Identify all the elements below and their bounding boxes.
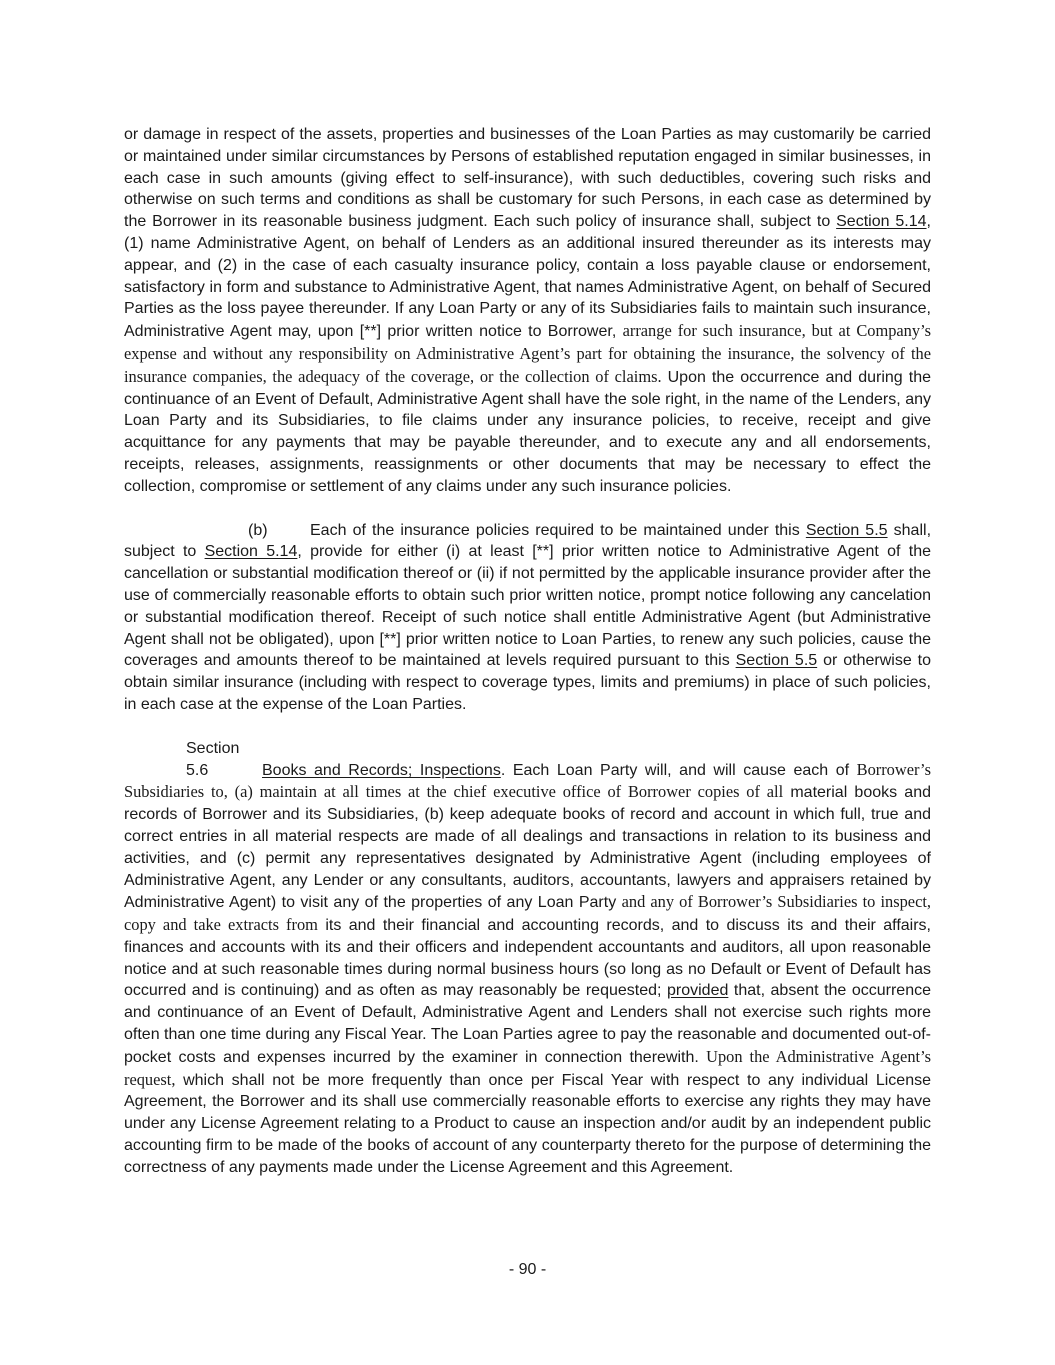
text-run: its and their financial and accounting records, and to discuss its and their affairs, finances and accounts with its and their officers and independent accountants and auditors, all upon reasonable notice and at such reasonable times during normal business hours (so long as no Default or Event of Default has occurred and is continuing) and as often as may reasonably be requested; <box>124 917 931 1000</box>
text-run: that, absent the occurrence and continuance of an Event of Default, Administrative Agent and Lenders shall not exercise such rights more often than one time during any Fiscal Year. The Loan Parties agree to pay the reasonable and documented out-of-pocket costs and expenses incurred by the examiner in connection therewith. <box>124 982 931 1066</box>
text-run: material books and records of Borrower and its Subsidiaries, (b) keep adequate books of record and account in which full, true and correct entries in all material respects are made of all dealings and transactions in relation to its business and activities, and (c) permit any representatives designated by Administrative Agent (including employees of Administrative Agent, any Lender or any consultants, auditors, accountants, lawyers and appraisers retained by Administrative Agent) to visit any of the properties of any Loan Party <box>124 784 931 912</box>
paragraph-insurance-continued <box>124 124 931 498</box>
text-run: or damage in respect of the assets, properties and businesses of the Loan Parties as may customarily be carried or maintained under similar circumstances by Persons of established reputation engaged in similar businesses, in each case in such amounts (giving effect to self-insurance), with such deductibles, covering such risks and otherwise on such terms and conditions as shall be customary for such Persons, in each case as determined by the Borrower in its reasonable business judgment. Each such policy of insurance shall, subject to <box>124 126 931 231</box>
text-run: , (1) name Administrative Agent, on behalf of Lenders as an additional insured thereunder as its interests may appear, and (2) in the case of each casualty insurance policy, contain a loss payable clause or endorsement, satisfactory in form and substance to Administrative Agent, that names Administrative Agent, on behalf of Secured Parties as the loss payee thereunder. If any Loan Party or any of its Subsidiaries fails to maintain such insurance, Administrative Agent may, upon [**] prior written notice to Borrower, <box>124 213 931 341</box>
text-run: . Each Loan Party will, and will cause each of <box>500 761 857 779</box>
section-heading: Books and Records; Inspections <box>262 761 501 779</box>
text-run: Each of the insurance policies required to be maintained under this <box>310 521 806 539</box>
document-page <box>124 124 931 1201</box>
text-run: , provide for either (i) at least [**] prior written notice to Administrative Agent of the cancellation or substantial modification thereof or (ii) if not permitted by the applicable insurance provider after the use of commercially reasonable efforts to obtain such prior written notice, prompt notice following any cancelation or substantial modification thereof. Receipt of such notice shall entitle Administrative Agent (but Administrative Agent shall not be obligated), upon [**] prior written notice to Loan Parties, to renew any such policies, cause the coverages and amounts thereof to be maintained at levels required pursuant to this <box>124 543 931 670</box>
cross-reference: Section 5.14 <box>204 543 298 561</box>
text-run: and any of Borrower’s Subsidiaries to inspect, copy and take extracts from <box>124 892 931 935</box>
section-5-6-paragraph <box>124 738 931 1179</box>
page-number: - 90 - <box>508 1261 547 1278</box>
text-run: Upon the Administrative Agent’s request, <box>124 1046 932 1089</box>
text-run: which shall not be more frequently than once per Fiscal Year with respect to any individual License Agreement, the Borrower and its shall use commercially reasonable efforts to exercise any rights they may have under any License Agreement relating to a Product to cause an inspection and/or audit by an independent public accounting firm to be made of the books of account of any counterparty thereto for the purpose of determining the correctness of any payments made under the License Agreement and this Agreement. <box>124 1071 931 1176</box>
section-number: Section 5.6 <box>186 739 240 779</box>
text-run: or otherwise to obtain similar insurance (including with respect to coverage types, limits and premiums) in place of such policies, in each case at the expense of the Loan Parties. <box>124 652 931 713</box>
paragraph-insurance-b <box>124 520 931 716</box>
text-run: Borrower’s Subsidiaries to, (a) maintain at all times at the chief executive office of Borrower copies of all <box>124 759 931 802</box>
text-run: Upon the occurrence and during the continuance of an Event of Default, Administrative Agent shall have the sole right, in the name of the Lenders, any Loan Party and its Subsidiaries, to file claims under any insurance policies, to receive, receipt and give acquittance for any payments that may be payable thereunder, and to execute any and all endorsements, receipts, releases, assignments, reassignments or other documents that may be necessary to effect the collection, compromise or settlement of any claims under any such insurance policies. <box>124 368 931 495</box>
subsection-label: (b) <box>248 521 268 539</box>
cross-reference: Section 5.5 <box>805 521 888 539</box>
cross-reference: Section 5.5 <box>735 652 818 670</box>
provided-term: provided <box>666 982 729 1000</box>
cross-reference: Section 5.14 <box>836 213 927 231</box>
text-run: shall, subject to <box>124 521 932 561</box>
text-run: arrange for such insurance, but at Company’s expense and without any responsibility on Administrative Agent’s part for obtaining the insurance, the solvency of the insurance companies, the adequacy of the coverage, or the collection of claims. <box>124 321 932 386</box>
